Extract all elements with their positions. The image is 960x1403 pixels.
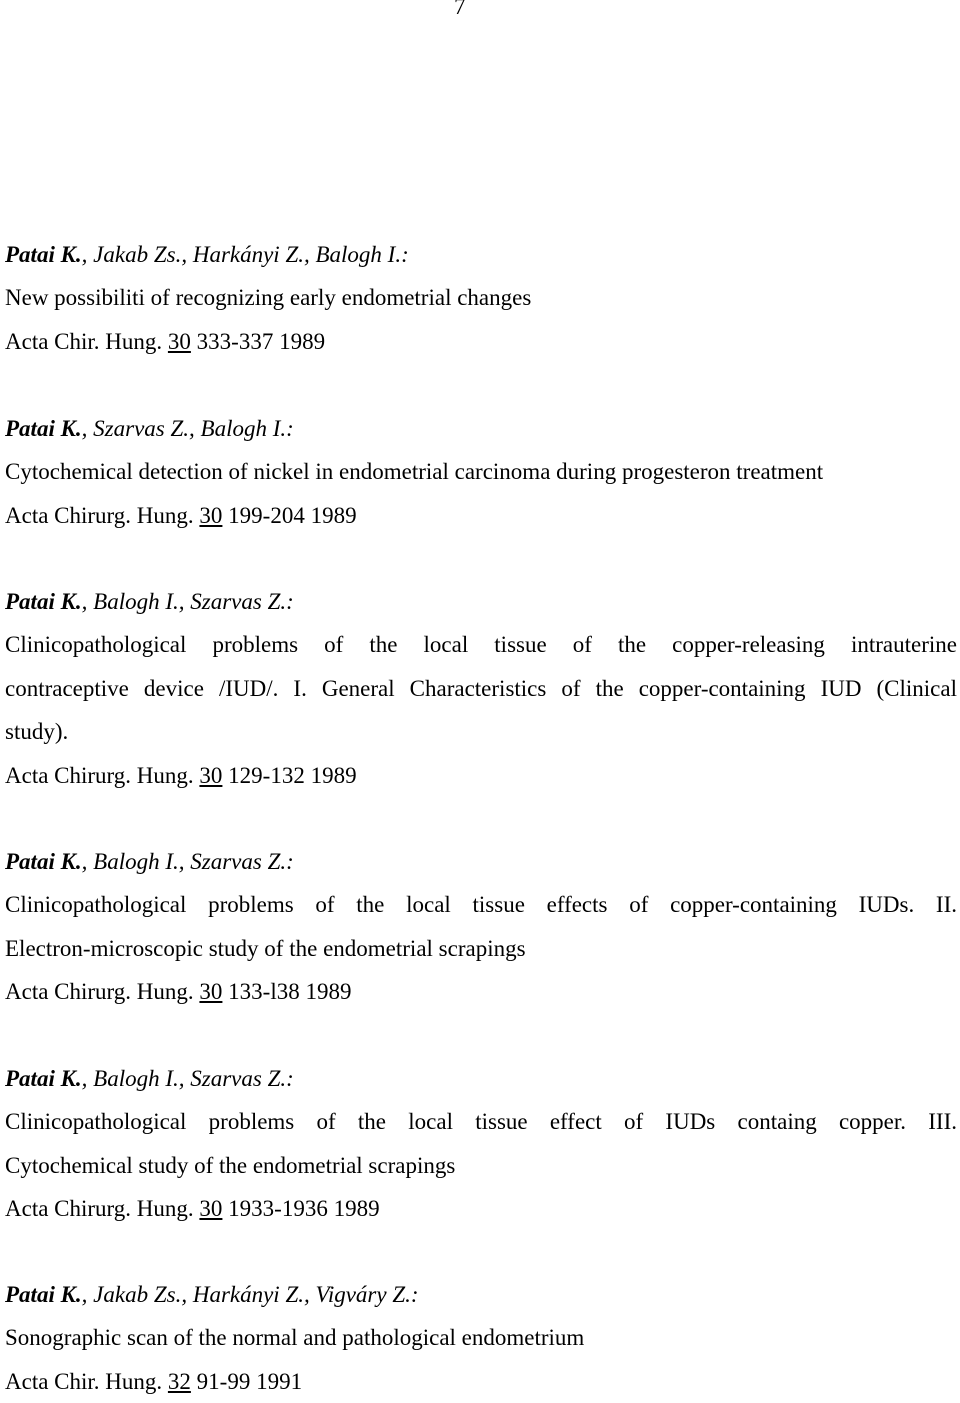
lead-author: Patai K. bbox=[5, 1066, 82, 1091]
citation-line bbox=[5, 494, 957, 537]
authors-line bbox=[5, 407, 957, 450]
journal-name: Acta Chirurg. Hung. bbox=[5, 762, 194, 788]
journal-name: Acta Chirurg. Hung. bbox=[5, 979, 194, 1005]
co-authors: , Balogh I., Szarvas Z.: bbox=[81, 589, 294, 614]
pages-year: 333-337 1989 bbox=[196, 328, 326, 354]
authors-line bbox=[5, 233, 957, 276]
authors-line bbox=[5, 580, 957, 623]
article-title-line: study). bbox=[5, 719, 69, 745]
journal-name: Acta Chir. Hung. bbox=[5, 328, 163, 354]
co-authors: , Jakab Zs., Harkányi Z., Balogh I.: bbox=[81, 242, 409, 267]
article-title-line: Cytochemical study of the endometrial scrapings bbox=[5, 1152, 456, 1178]
citation-line bbox=[5, 1187, 957, 1230]
article-title-line: Clinicopathological problems of the local tissue of the copper-releasing intrauterine bbox=[5, 632, 957, 658]
reference-entry-2 bbox=[5, 407, 957, 537]
article-title-line: contraceptive device /IUD/. I. General Characteristics of the copper-containing IUD (Clinical bbox=[5, 675, 957, 701]
volume-number: 30 bbox=[199, 1196, 223, 1222]
article-title-line: Clinicopathological problems of the local tissue effect of IUDs containg copper. III. bbox=[5, 1109, 957, 1135]
co-authors: , Balogh I., Szarvas Z.: bbox=[81, 849, 294, 874]
authors-line bbox=[5, 1273, 957, 1316]
article-title-line: Clinicopathological problems of the local tissue effects of copper-containing IUDs. II. bbox=[5, 892, 957, 918]
journal-name: Acta Chirurg. Hung. bbox=[5, 502, 194, 528]
journal-name: Acta Chirurg. Hung. bbox=[5, 1196, 194, 1222]
pages-year: 133-l38 1989 bbox=[228, 979, 352, 1005]
page-number: 7 bbox=[454, 0, 466, 19]
reference-entry-3 bbox=[5, 580, 957, 797]
reference-entry-1 bbox=[5, 233, 957, 363]
reference-entry-5 bbox=[5, 1057, 957, 1231]
lead-author: Patai K. bbox=[5, 1282, 82, 1307]
lead-author: Patai K. bbox=[5, 849, 82, 874]
pages-year: 1933-1936 1989 bbox=[228, 1196, 380, 1222]
volume-number: 30 bbox=[167, 328, 191, 354]
volume-number: 30 bbox=[199, 762, 223, 788]
citation-line bbox=[5, 754, 957, 797]
reference-entry-4 bbox=[5, 840, 957, 1014]
volume-number: 30 bbox=[199, 979, 223, 1005]
volume-number: 30 bbox=[199, 502, 223, 528]
article-title-line: Sonographic scan of the normal and pathological endometrium bbox=[5, 1325, 585, 1351]
reference-entry-6 bbox=[5, 1273, 957, 1403]
citation-line bbox=[5, 1360, 957, 1403]
lead-author: Patai K. bbox=[5, 589, 82, 614]
lead-author: Patai K. bbox=[5, 242, 82, 267]
article-title-line: New possibiliti of recognizing early endometrial changes bbox=[5, 285, 532, 311]
article-title-line: Electron-microscopic study of the endometrial scrapings bbox=[5, 935, 526, 961]
pages-year: 91-99 1991 bbox=[196, 1368, 303, 1394]
citation-line bbox=[5, 320, 957, 363]
authors-line bbox=[5, 1057, 957, 1100]
journal-name: Acta Chir. Hung. bbox=[5, 1368, 163, 1394]
pages-year: 199-204 1989 bbox=[228, 502, 357, 528]
authors-line bbox=[5, 840, 957, 883]
co-authors: , Balogh I., Szarvas Z.: bbox=[81, 1066, 294, 1091]
article-title-line: Cytochemical detection of nickel in endometrial carcinoma during progesteron treatment bbox=[5, 459, 824, 485]
co-authors: , Jakab Zs., Harkányi Z., Vigváry Z.: bbox=[81, 1282, 419, 1307]
co-authors: , Szarvas Z., Balogh I.: bbox=[81, 416, 294, 441]
citation-line bbox=[5, 970, 957, 1013]
lead-author: Patai K. bbox=[5, 416, 82, 441]
volume-number: 32 bbox=[167, 1368, 191, 1394]
pages-year: 129-132 1989 bbox=[228, 762, 357, 788]
